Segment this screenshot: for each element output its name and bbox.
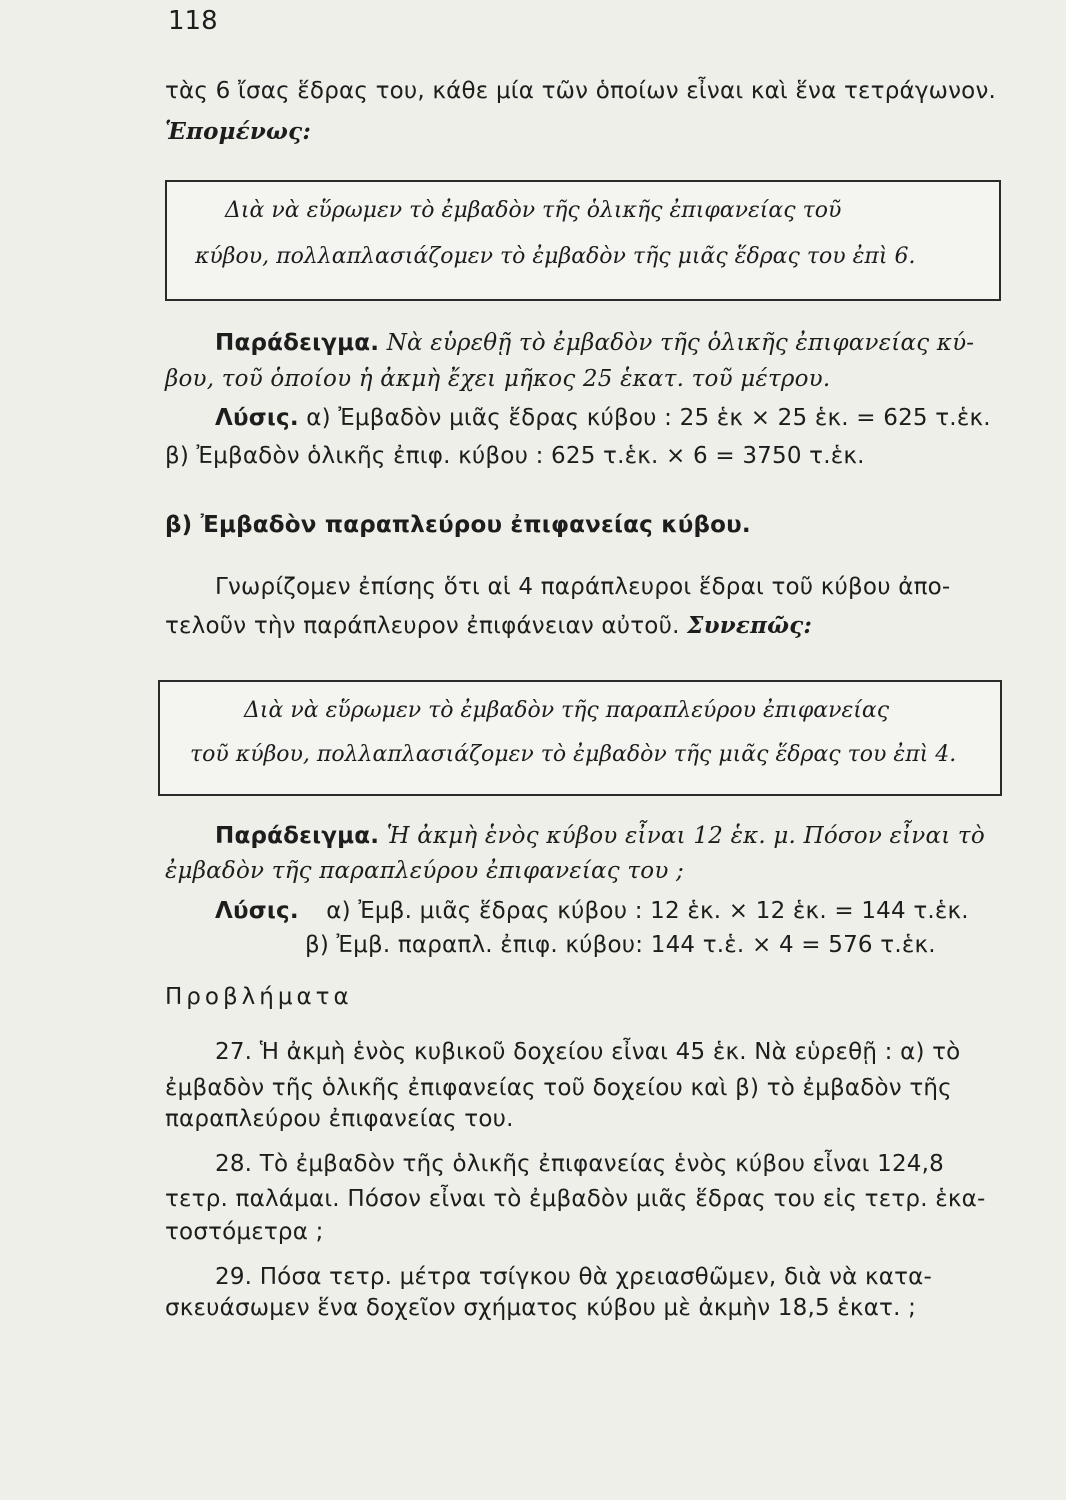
page-number: 118 [168, 6, 218, 36]
example1-text-1: Νὰ εὑρεθῇ τὸ ἐμβαδὸν τῆς ὁλικῆς ἐπιφανείας κύ- [386, 330, 975, 356]
example1-text-2: βου, τοῦ ὁποίου ἡ ἀκμὴ ἔχει μῆκος 25 ἑκατ. τοῦ μέτρου. [165, 366, 831, 392]
problem-27-line-3: παραπλεύρου ἐπιφανείας του. [165, 1106, 514, 1132]
example2-solution-a [215, 898, 969, 924]
rule-box-lateral-surface [158, 680, 1002, 796]
example2-text-2: ἐμβαδὸν τῆς παραπλεύρου ἐπιφανείας του ; [165, 858, 684, 884]
example1-label: Παράδειγμα. [215, 330, 380, 356]
problem-28-line-2: τετρ. παλάμαι. Πόσον εἶναι τὸ ἐμβαδὸν μιᾶς ἕδρας του εἰς τετρ. ἑκα- [165, 1186, 986, 1212]
rule1-line-1: Διὰ νὰ εὕρωμεν τὸ ἐμβαδὸν τῆς ὁλικῆς ἐπιφανείας τοῦ [225, 198, 842, 223]
section-b-para-2 [165, 612, 812, 639]
problem-29-line-1: 29. Πόσα τετρ. μέτρα τσίγκου θὰ χρειασθῶμεν, διὰ νὰ κατα- [215, 1264, 933, 1290]
rule-box-total-surface [165, 180, 1001, 301]
example1-line-1 [215, 330, 974, 356]
rule2-line-1: Διὰ νὰ εὕρωμεν τὸ ἐμβαδὸν τῆς παραπλεύρου ἐπιφανείας [244, 698, 890, 723]
example1-solution-label: Λύσις. [215, 405, 299, 431]
section-b-para-1: Γνωρίζομεν ἐπίσης ὅτι αἱ 4 παράπλευροι ἕδραι τοῦ κύβου ἀπο- [215, 574, 951, 600]
example2-text-1: Ἡ ἀκμὴ ἑνὸς κύβου εἶναι 12 ἑκ. μ. Πόσον εἶναι τὸ [386, 823, 985, 849]
example2-line-1 [215, 823, 985, 849]
example1-sol-a: α) Ἐμβαδὸν μιᾶς ἕδρας κύβου : 25 ἑκ × 25 ἑκ. = 625 τ.ἑκ. [306, 405, 991, 431]
intro-line-1: τὰς 6 ἴσας ἕδρας του, κάθε μία τῶν ὁποίων εἶναι καὶ ἕνα τετράγωνον. [165, 78, 997, 104]
problems-title: Προβλήματα [165, 984, 353, 1010]
example2-solution-label: Λύσις. [215, 898, 299, 924]
example2-sol-b: β) Ἐμβ. παραπλ. ἐπιφ. κύβου: 144 τ.ἑ. × 4 = 576 τ.ἑκ. [305, 932, 936, 958]
problem-28-line-1: 28. Τὸ ἐμβαδὸν τῆς ὁλικῆς ἐπιφανείας ἑνὸς κύβου εἶναι 124,8 [215, 1151, 944, 1177]
problem-27-line-1: 27. Ἡ ἀκμὴ ἑνὸς κυβικοῦ δοχείου εἶναι 45 ἑκ. Νὰ εὑρεθῇ : α) τὸ [215, 1039, 961, 1065]
section-b-heading: β) Ἐμβαδὸν παραπλεύρου ἐπιφανείας κύβου. [165, 512, 751, 538]
intro-line-2: Ἑπομένως: [165, 118, 312, 145]
example2-sol-a: α) Ἐμβ. μιᾶς ἕδρας κύβου : 12 ἑκ. × 12 ἑκ. = 144 τ.ἑκ. [326, 898, 969, 924]
example1-solution-a [215, 405, 991, 431]
rule1-line-2: κύβου, πολλαπλασιάζομεν τὸ ἐμβαδὸν τῆς μιᾶς ἕδρας του ἐπὶ 6. [195, 244, 916, 269]
example1-sol-b: β) Ἐμβαδὸν ὁλικῆς ἐπιφ. κύβου : 625 τ.ἑκ. × 6 = 3750 τ.ἑκ. [165, 443, 865, 469]
problem-28-line-3: τοστόμετρα ; [165, 1219, 324, 1245]
problem-27-line-2: ἐμβαδὸν τῆς ὁλικῆς ἐπιφανείας τοῦ δοχείου καὶ β) τὸ ἐμβαδὸν τῆς [165, 1075, 952, 1101]
rule2-line-2: τοῦ κύβου, πολλαπλασιάζομεν τὸ ἐμβαδὸν τῆς μιᾶς ἕδρας του ἐπὶ 4. [190, 742, 957, 767]
section-b-para-2-text: τελοῦν τὴν παράπλευρον ἐπιφάνειαν αὐτοῦ. [165, 613, 680, 639]
section-b-para-2-bold: Συνεπῶς: [687, 612, 813, 639]
example2-label: Παράδειγμα. [215, 823, 380, 849]
problem-29-line-2: σκευάσωμεν ἕνα δοχεῖον σχήματος κύβου μὲ ἀκμὴν 18,5 ἑκατ. ; [165, 1295, 917, 1321]
